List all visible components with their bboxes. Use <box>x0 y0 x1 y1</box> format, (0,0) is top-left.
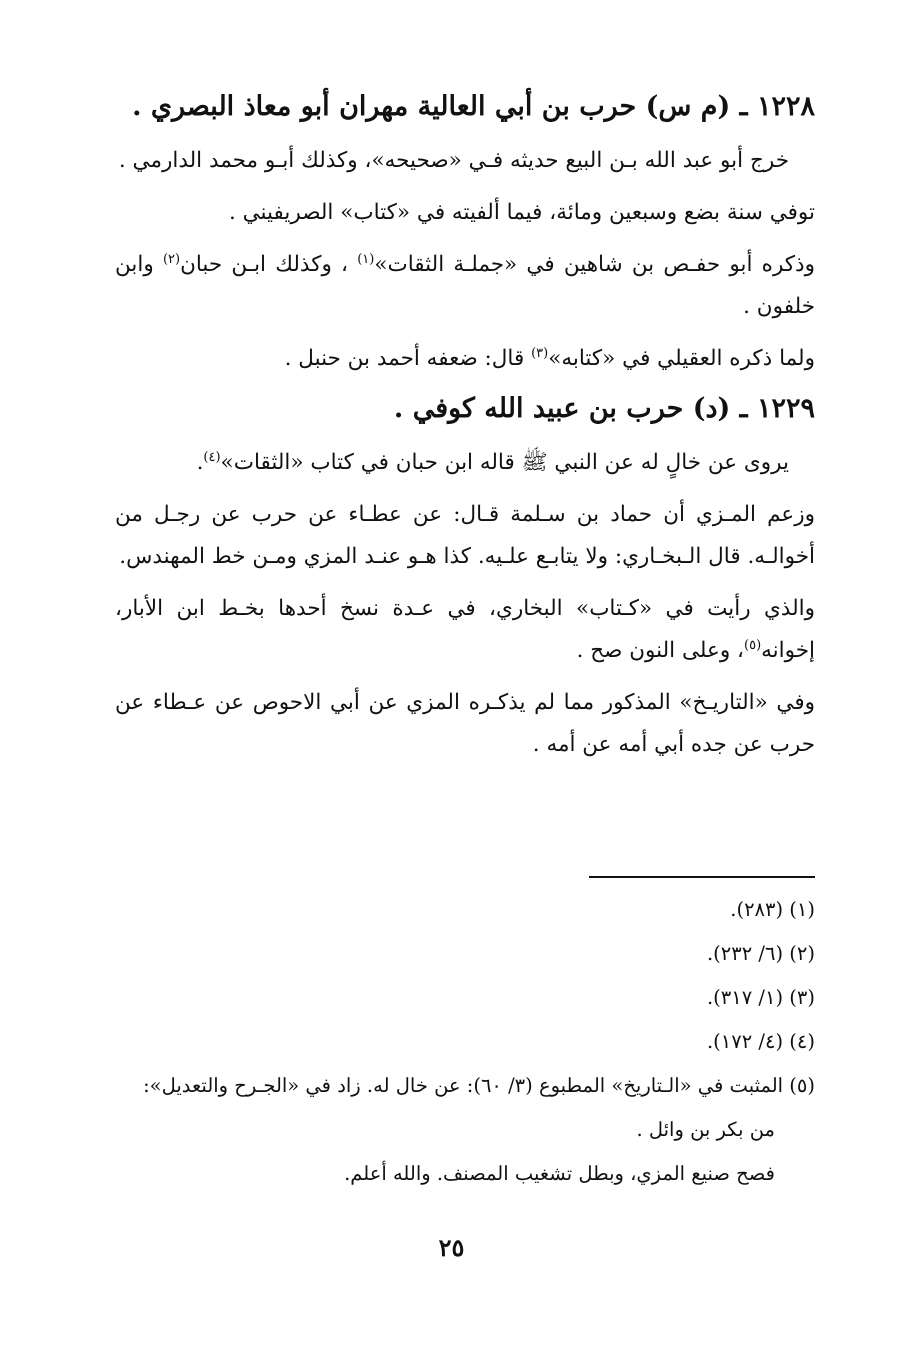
footnote-5: (٥) المثبت في «الـتاريخ» المطبوع (٣/ ٦٠): عن خال له. زاد في «الجـرح والتعديل»: <box>143 1074 815 1097</box>
footnote-5-line-3: فصح صنيع المزي، وبطل تشغيب المصنف. والله أعلم. <box>344 1162 775 1185</box>
text-fragment: ولما ذكره العقيلي في «كتابه» <box>548 346 815 371</box>
text-fragment: . <box>196 450 204 475</box>
footnote-ref-3: (٣) <box>531 345 549 361</box>
entry-1229-heading: ١٢٢٩ ـ (د) حرب بن عبيد الله كوفي . <box>393 393 815 424</box>
text-fragment: وذكره أبو حفـص بن شاهين في «جملـة الثقات» <box>374 252 815 277</box>
entry-1229-paragraph-3 <box>115 588 815 672</box>
entry-1228-paragraph-3 <box>115 244 815 328</box>
page-body <box>115 88 815 776</box>
footnote-ref-5: (٥) <box>744 637 762 653</box>
text-fragment: قال: ضعفه أحمد بن حنبل . <box>284 346 532 371</box>
entry-1229-paragraph-4: وفي «التاريـخ» المذكور مما لم يذكـره المزي عن أبي الاحوص عن عـطاء عن حرب عن جده أبي أمه عن أمه . <box>115 690 815 757</box>
footnote-2: (٢) (٦/ ٢٣٢). <box>706 942 815 965</box>
text-fragment: يروى عن خالٍ له عن النبي ﷺ قاله ابن حبان في كتاب «الثقات» <box>220 450 789 475</box>
footnote-ref-1: (١) <box>357 251 375 267</box>
entry-1228-paragraph-4 <box>115 338 815 380</box>
footnote-5-line-2: من بكر بن وائل . <box>636 1118 775 1141</box>
footnote-1: (١) (٢٨٣). <box>730 898 815 921</box>
entry-1228-heading: ١٢٢٨ ـ (م س) حرب بن أبي العالية مهران أبو معاذ البصري . <box>132 91 815 122</box>
footnote-ref-4: (٤) <box>203 449 221 465</box>
footnote-ref-2: (٢) <box>162 251 181 267</box>
text-fragment: والذي رأيت في «كـتاب» البخاري، في عـدة نسخ أحدها بخـط ابن الأبار، إخوانه <box>115 596 815 663</box>
entry-1228-paragraph-1: خرج أبو عبد الله بـن البيع حديثه فـي «صحيحه»، وكذلك أبـو محمد الدارمي . <box>118 148 789 173</box>
entry-1229-paragraph-1 <box>115 442 815 484</box>
entry-1228-paragraph-2: توفي سنة بضع وسبعين ومائة، فيما ألفيته في «كتاب» الصريفيني . <box>228 200 815 225</box>
text-fragment: ، وكذلك ابـن حبان <box>180 252 358 277</box>
text-fragment: وابن خلفون . <box>115 252 815 319</box>
page-number: ٢٥ <box>438 1233 465 1262</box>
footnote-separator <box>589 876 815 878</box>
footnote-4: (٤) (٤/ ١٧٢). <box>706 1030 815 1053</box>
footnotes <box>115 890 815 1198</box>
footnote-3: (٣) (١/ ٣١٧). <box>706 986 815 1009</box>
text-fragment: ، وعلى النون صح . <box>576 638 744 663</box>
entry-1229-paragraph-2: وزعم المـزي أن حماد بن سـلمة قـال: عن عطـاء عن حرب عن رجـل من أخوالـه. قال الـبخـاري: ولا يتابـع علـيه. كذا هـو عنـد المزي ومـن خط المهندس. <box>115 502 815 569</box>
